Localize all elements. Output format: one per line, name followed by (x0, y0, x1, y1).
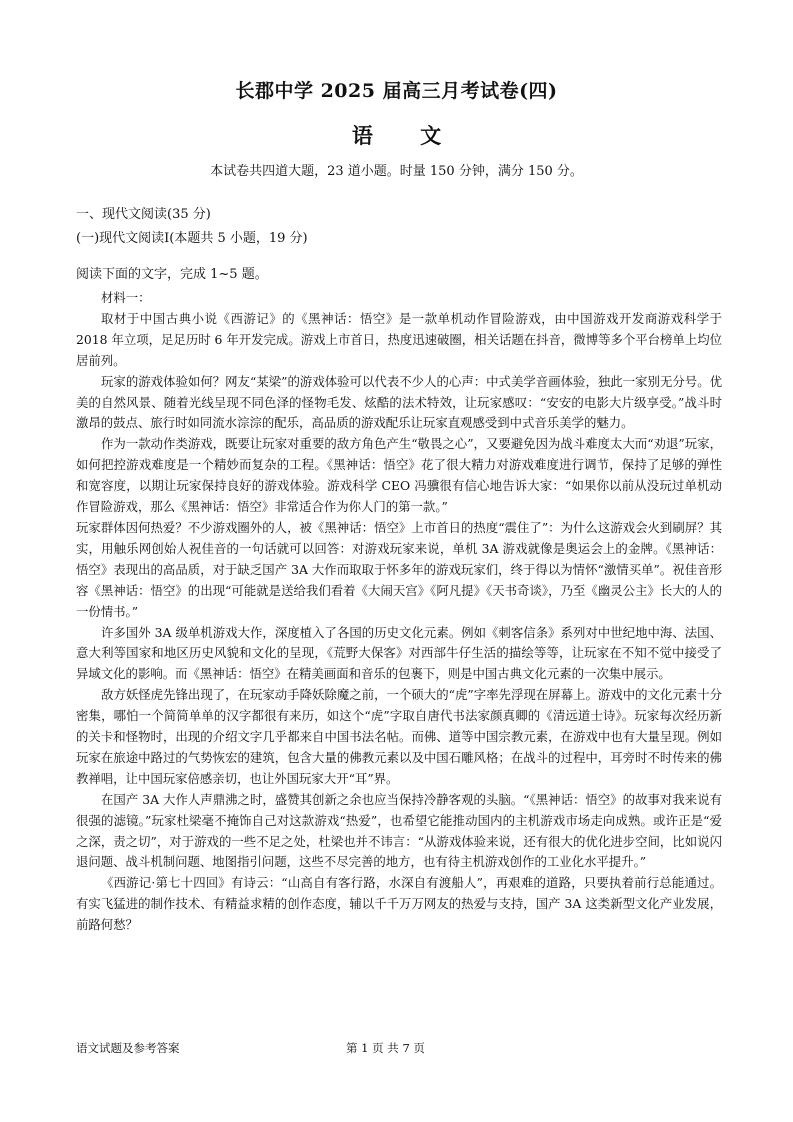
exam-intro: 本试卷共四道大题，23 道小题。时量 150 分钟，满分 150 分。 (210, 164, 583, 179)
section-heading: 一、现代文阅读(35 分) (76, 207, 211, 222)
paragraph: 敌方妖怪虎先锋出现了，在玩家动手降妖除魔之前，一个硕大的“虎”字率先浮现在屏幕上。游戏中的文化元素十分密集，哪怕一个简简单单的汉字都很有来历，如这个“虎”字取自唐代书法家颜真卿的《清远道士诗》。玩家每次经历新的关卡和怪物时，出现的介绍文字几乎都来自中国书法名帖。而佛、道等中国宗教元素，在游戏中也有大量呈现。例如玩家在旅途中路过的气势恢宏的建筑，包含大量的佛教元素以及中国石雕风格；在战斗的过程中，耳旁时不时传来的佛教禅唱，让中国玩家倍感亲切，也让外国玩家大开“耳”界。 (76, 687, 722, 786)
subject-title: 语 文 (351, 123, 442, 148)
subsection-heading: (一)现代文阅读Ⅰ(本题共 5 小题，19 分) (76, 231, 308, 246)
paragraph: 《西游记·第七十四回》有诗云：“山高自有客行路，水深自有渡船人”，再艰难的道路，只要执着前行总能通过。有实飞猛进的制作技术、有精益求精的创作态度，辅以千千万万网友的热爱与支持，国产 3A 这类新型文化产业发展，前路何愁？ (76, 875, 722, 933)
footer-doc-title: 语文试题及参考答案 (76, 1041, 180, 1055)
paragraph: 在国产 3A 大作人声鼎沸之时，盛赞其创新之余也应当保持冷静客观的头脑。“《黑神话：悟空》的故事对我来说有很强的滤镜。”玩家杜梁毫不掩饰自己对这款游戏“热爱”，也希望它能推动国内的主机游戏市场走向成熟。或许正是“爱之深，责之切”，对于游戏的一些不足之处，杜梁也并不讳言：“从游戏体验来说，还有很大的优化进步空间，比如说闪退问题、战斗机制问题、地图指引问题，这些不尽完善的地方，也有待主机游戏创作的工业化水平提升。” (76, 791, 722, 870)
exam-title: 长郡中学 2025 届高三月考试卷(四) (235, 80, 558, 102)
paragraph: 玩家群体因何热爱？不少游戏圈外的人，被《黑神话：悟空》上市首日的热度“震住了”：为什么这游戏会火到刷屏？其实，用触乐网创始人祝佳音的一句话就可以回答：对游戏玩家来说，单机 3A 游戏就像是奥运会上的金牌。《黑神话：悟空》表现出的高品质，对于缺乏国产 3A 大作而取取于怀多年的游戏玩家们，终于得以为情怀“激情买单”。祝佳音形容《黑神话：悟空》的出现“可能就是送给我们看着《大闹天宫》《阿凡提》《天书奇谈》，乃至《幽灵公主》长大的人的一份情书。” (76, 519, 722, 619)
paragraph: 玩家的游戏体验如何？网友“某梁”的游戏体验可以代表不少人的心声：中式美学音画体验，独此一家别无分号。优美的自然风景、随着光线呈现不同色泽的怪物毛发、炫酷的法术特效，让玩家感叹：“安安的电影大片级享受。”战斗时激昂的鼓点、旅行时如同流水淙淙的配乐，高品质的游戏配乐让玩家直观感受到中式音乐美学的魅力。 (76, 373, 722, 431)
paragraph: 取材于中国古典小说《西游记》的《黑神话：悟空》是一款单机动作冒险游戏，由中国游戏开发商游戏科学于 2018 年立项，足足历时 6 年开发完成。游戏上市首日，热度迅速破圈，相关话题在抖音，微博等多个平台榜单上均位居前列。 (76, 310, 722, 368)
paragraph: 许多国外 3A 级单机游戏大作，深度植入了各国的历史文化元素。例如《刺客信条》系列对中世纪地中海、法国、意大利等国家和地区历史风貌和文化的呈现，《荒野大保客》对西部牛仔生活的描绘等等，让玩家在不知不觉中接受了异域文化的影响。而《黑神话：悟空》在精美画面和音乐的包裹下，则是中国古典文化元素的一次集中展示。 (76, 624, 722, 682)
material-label: 材料一： (101, 290, 151, 305)
page-number: 第 1 页 共 7 页 (346, 1041, 425, 1055)
paragraph: 作为一款动作类游戏，既要让玩家对重要的敌方角色产生“敬畏之心”，又要避免因为战斗难度太大而“劝退”玩家，如何把控游戏难度是一个精妙而复杂的工程。《黑神话：悟空》花了很大精力对游戏难度进行调节，保持了足够的弹性和宽容度，以期让玩家保持良好的游戏体验。游戏科学 CEO 冯骥很有信心地告诉大家：“如果你以前从没玩过单机动作冒险游戏，那么《黑神话：悟空》非常适合作为你人门的第一款。” (76, 436, 722, 515)
reading-instruction: 阅读下面的文字，完成 1~5 题。 (76, 267, 268, 282)
article-body (76, 288, 722, 936)
